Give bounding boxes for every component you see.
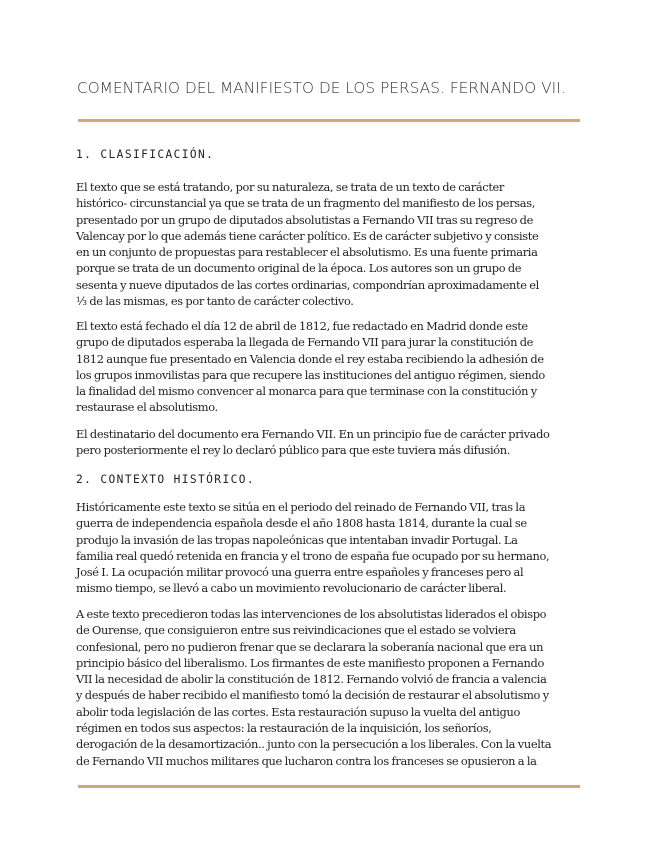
paragraph: El texto está fechado el día 12 de abril de 1812, fue redactado en Madrid donde este grupo de diputados esperaba la llegada de Fernando VII para jurar la constitución de 1812 aunque fue presentado en Valencia donde el rey estaba recibiendo la adhesión de los grupos inmovilistas para que recupere las instituciones del antiguo régimen, siendo la finalidad del mismo convencer al monarca para que terminase con la constitución y restaurase el absolutismo. [76,319,545,415]
top-divider [78,119,580,122]
paragraph: El texto que se está tratando, por su naturaleza, se trata de un texto de carácter histórico- circunstancial ya que se trata de un fragmento del manifiesto de los persas, presentado por un grupo de diputados absolutistas a Fernando VII tras su regreso de Valencay por lo que además tiene carácter político. Es de carácter subjetivo y consiste en un conjunto de propuestas para restablecer el absolutismo. Es una fuente primaria porque se trata de un documento original de la época. Los autores son un grupo de sesenta y nueve diputados de las cortes ordinarias, compondrían aproximadamente el ⅓ de las mismas, es por tanto de carácter colectivo. [76,180,539,309]
paragraph: A este texto precedieron todas las intervenciones de los absolutistas liderados el obispo de Ourense, que consiguieron entre sus reivindicaciones que el estado se volviera confesional, pero no pudieron frenar que se declarara la soberanía nacional que era un principio básico del liberalismo. Los firmantes de este manifiesto proponen a Fernando VII la necesidad de abolir la constitución de 1812. Fernando volvió de francia a valencia y después de haber recibido el manifiesto tomó la decisión de restaurar el absolutismo y abolir toda legislación de las cortes. Esta restauración supuso la vuelta del antiguo régimen en todos sus aspectos: la restauración de la inquisición, los señoríos, derogación de la desamortización.. junto con la persecución a los liberales. Con la vuelta de Fernando VII muchos militares que lucharon contra los franceses se opusieron a la [76,607,552,768]
section-heading-contexto-historico: 2. CONTEXTO HISTÓRICO. [76,473,255,486]
bottom-divider [78,785,580,788]
paragraph: El destinatario del documento era Fernando VII. En un principio fue de carácter privado pero posteriormente el rey lo declaró público para que este tuviera más difusión. [76,427,550,458]
paragraph: Históricamente este texto se sitúa en el periodo del reinado de Fernando VII, tras la guerra de independencia española desde el año 1808 hasta 1814, durante la cual se produjo la invasión de las tropas napoleónicas que intentaban invadir Portugal. La familia real quedó retenida en francia y el trono de españa fue ocupado por su hermano, José I. La ocupación militar provocó una guerra entre españoles y franceses pero al mismo tiempo, se llevó a cabo un movimiento revolucionario de carácter liberal. [76,500,550,596]
section-heading-clasificacion: 1. CLASIFICACIÓN. [76,148,215,161]
document-title: COMENTARIO DEL MANIFIESTO DE LOS PERSAS. FERNANDO VII. [77,79,566,97]
